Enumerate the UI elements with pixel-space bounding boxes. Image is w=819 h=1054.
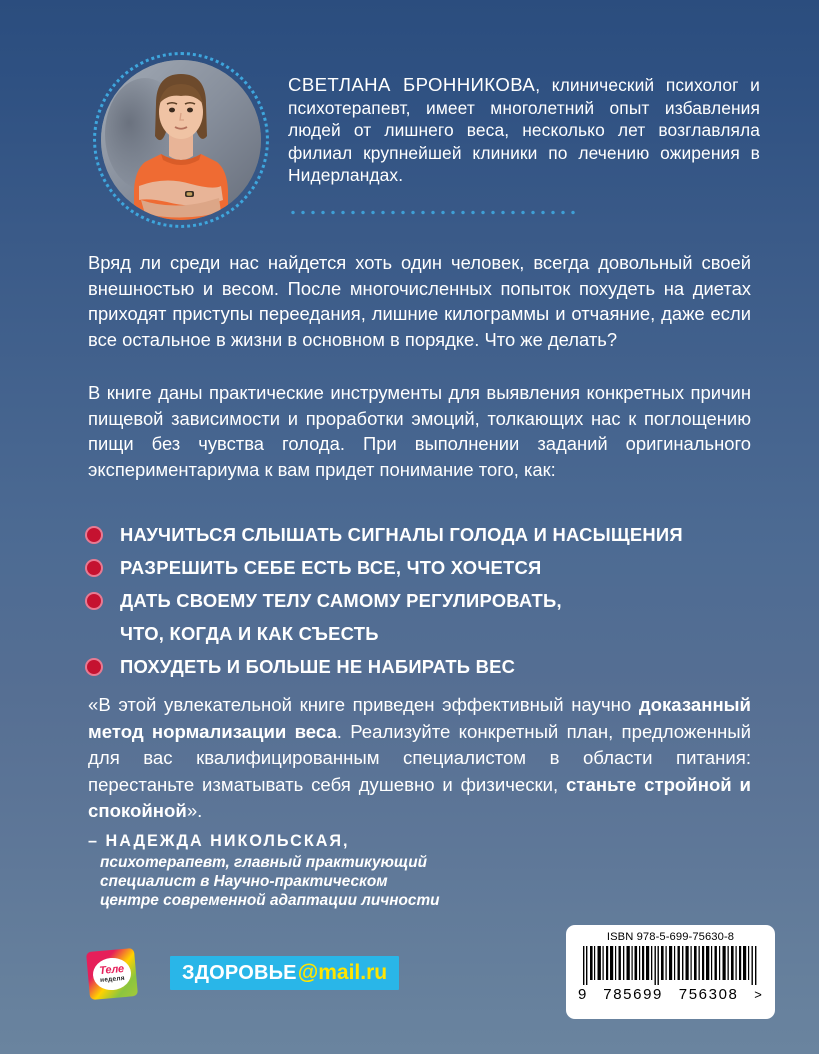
list-item-label: НАУЧИТЬСЯ СЛЫШАТЬ СИГНАЛЫ ГОЛОДА И НАСЫЩЕНИЯ — [120, 523, 683, 545]
list-item — [86, 518, 766, 551]
teleweek-logo-inner — [92, 956, 133, 991]
author-name: СВЕТЛАНА БРОННИКОВА — [288, 74, 536, 95]
dotted-separator — [288, 210, 578, 215]
teleweek-logo-line-2: неделя — [99, 974, 126, 984]
quote-bold-1: доказанный метод нормализации веса — [88, 694, 751, 742]
intro-paragraph-1: Вряд ли среди нас найдется хоть один человек, всегда довольный своей внешностью и весом. После многочисленных попыток похудеть на диетах приходят приступы переедания, лишние килограммы и отчаяние, даже если все остальное в жизни в основном в порядке. Что же делать? — [88, 252, 751, 350]
list-item — [86, 551, 766, 584]
list-item — [86, 584, 766, 617]
quote-part-3: ». — [186, 800, 203, 821]
bullet-marker-icon — [87, 594, 101, 608]
bullet-marker-icon — [87, 528, 101, 542]
quote-part-2: . Реализуйте конкретный план, предложенный для вас квалифицированным специалистом в области питания: перестаньте изматывать себя душевно и физически, — [88, 720, 751, 795]
barcode-digit-end: > — [754, 987, 763, 1002]
list-item-continuation — [86, 617, 766, 650]
barcode-digit-group-2: 756308 — [678, 986, 739, 1003]
author-bio-text: , клинический психолог и психотерапевт, имеет многолетний опыт избавления людей от лишнего веса, несколько лет возглавляла филиал крупнейшей клиники по лечению ожирения в Нидерландах. — [288, 75, 760, 186]
barcode-digits — [576, 986, 765, 1003]
quote-part-1: «В этой увлекательной книге приведен эффективный научно — [88, 694, 639, 715]
reviewer-role-line-2: специалист в Научно-практическом — [100, 873, 388, 891]
review-quote — [88, 692, 751, 825]
list-item-label: ДАТЬ СВОЕМУ ТЕЛУ САМОМУ РЕГУЛИРОВАТЬ, — [120, 589, 562, 611]
portrait-photo — [101, 60, 261, 220]
reviewer-role — [88, 853, 518, 911]
mailru-logo-health-text: ЗДОРОВЬЕ — [182, 961, 297, 984]
barcode-card — [566, 925, 775, 1019]
mailru-logo-domain-text: @mail.ru — [297, 961, 388, 984]
reviewer-role-line-3: центре современной адаптации личности — [100, 892, 440, 910]
barcode-digit-left: 9 — [578, 986, 588, 1003]
quote-attribution — [88, 832, 518, 911]
intro-paragraph-2: В книге даны практические инструменты для выявления конкретных причин пищевой зависимости и проработки эмоций, толкающих нас к поглощению пищи без чувства голода. При выполнении заданий оригинального экспериментариума к вам придет понимание того, как: — [88, 382, 751, 480]
list-item-label: РАЗРЕШИТЬ СЕБЕ ЕСТЬ ВСЕ, ЧТО ХОЧЕТСЯ — [120, 556, 542, 578]
benefits-list — [86, 518, 766, 683]
reviewer-name: – НАДЕЖДА НИКОЛЬСКАЯ, — [88, 832, 350, 850]
avatar — [101, 60, 261, 220]
author-portrait-frame — [93, 52, 269, 228]
bullet-marker-icon — [87, 660, 101, 674]
reviewer-role-line-1: психотерапевт, главный практикующий — [100, 854, 428, 871]
bullet-marker-icon — [87, 561, 101, 575]
list-item-label: ЧТО, КОГДА И КАК СЪЕСТЬ — [120, 622, 379, 644]
quote-bold-2: станьте стройной и спокойной — [88, 773, 751, 821]
isbn-label: ISBN 978-5-699-75630-8 — [606, 931, 735, 943]
teleweek-logo — [86, 948, 138, 1000]
list-item-label: ПОХУДЕТЬ И БОЛЬШЕ НЕ НАБИРАТЬ ВЕС — [120, 655, 516, 677]
author-bio — [288, 74, 760, 187]
health-mailru-logo — [170, 956, 399, 990]
barcode-digit-group-1: 785699 — [603, 986, 663, 1003]
author-block — [0, 52, 819, 242]
list-item — [86, 650, 766, 683]
barcode-bars — [583, 946, 759, 985]
teleweek-logo-line-1: Теле — [98, 962, 125, 977]
